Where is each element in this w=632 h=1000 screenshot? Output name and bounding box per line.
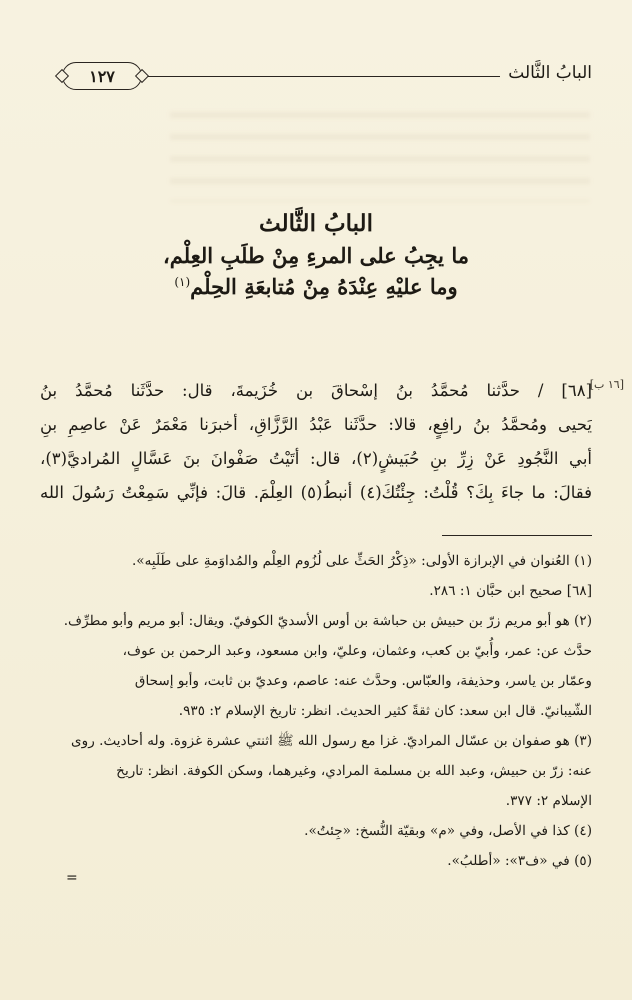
bleed-through-text [170,112,590,202]
body-line: [٦٨] / حدَّثنا مُحمَّدُ بنُ إسْحاقَ بن خُزَيمةَ، قال: حدَّثَنا مُحمَّدُ بنُ [40,381,592,400]
footnote-ref-1: (١) [174,275,191,289]
chapter-subtitle-2 [40,274,592,299]
footnote-5: (٥) في «ف٣»: «أطلبُ». [447,853,592,869]
chapter-subtitle-2-text: وما عليْهِ عِنْدَهُ مِنْ مُتابعَةِ الحِلْم [190,274,458,299]
body-line: أبي النَّجُودِ عَنْ زِرِّ بنِ حُبَيشٍ(٢)، قال: أتَيْتُ صَفْوانَ بنَ عَسَّالٍ المُراديَّ(٣)، [40,449,592,468]
footnote-3-cont: الإسلام ٢: ٣٧٧. [505,793,592,809]
body-line: يَحيى ومُحمَّدُ بنُ رافِعٍ، قالا: حدَّثَنا عَبْدُ الرَّزَّاقِ، أخبرَنا مَعْمَرٌ عَنْ عاصِمِ بنِ [40,415,592,434]
footnote-1: (١) العُنوان في الإبرازة الأولى: «ذِكْرُ الحَثِّ على لُزُوم العِلْم والمُداوَمةِ على طَلَبِه». [131,553,592,569]
continuation-mark: = [66,870,78,886]
chapter-subtitle-1: ما يجِبُ على المرءِ مِنْ طلَبِ العِلْم، [163,243,469,268]
footnote-3-cont: عنه: زرّ بن حبيش، وعبد الله بن مسلمة المرادي، وغيرهما، وسكن الكوفة. انظر: تاريخ [116,763,592,779]
body-line: فقالَ: ما جاءَ بِكَ؟ قُلْتُ: جِئْتُكَ(٤) أنبطُ(٥) العِلْمَ. قالَ: فإنِّي سَمِعْتُ رَسُولَ الله [40,483,592,502]
footnote-4: (٤) كذا في الأصل، وفي «م» وبقيّة النُّسخ: «جِئتُ». [304,823,592,839]
main-text [40,374,592,510]
page-number: ١٢٧ [62,62,142,90]
margin-folio-note: [١٦ ب] [589,378,624,391]
page-header [62,60,592,92]
chapter-titles [40,210,592,305]
footnotes [40,546,592,876]
footnote-2-cont: الشّيبانيّ. قال ابن سعد: كان ثقةً كثير الحديث. انظر: تاريخ الإسلام ٢: ٩٣٥. [178,703,592,719]
chapter-title: البابُ الثَّالث [259,210,373,237]
footnote-2-cont: وعمّار بن ياسر، وحذيفة، والعبّاس. وحدَّث عنه: عاصم، وعديّ بن ثابت، وأبو إسحاق [134,673,592,689]
footnote-source-68: [٦٨] صحيح ابن حبَّان ١: ٢٨٦. [429,583,592,599]
footnote-2-cont: حدَّث عن: عمر، وأُبيّ بن كعب، وعثمان، وعليّ، وابن مسعود، وعبد الرحمن بن عوف، [122,643,592,659]
footnote-2: (٢) هو أبو مريم زرّ بن حبيش بن حباشة بن أوس الأسديّ الكوفيّ. ويقال: أبو مريم وأبو مطرِّف. [63,613,592,629]
footnote-divider [442,535,592,536]
footnote-3: (٣) هو صفوان بن عسّال المراديّ. غزا مع رسول الله ﷺ اثنتي عشرة غزوة. وله أحاديث. روى [71,733,592,749]
running-head: البابُ الثَّالث [508,63,592,83]
header-rule [148,76,500,77]
